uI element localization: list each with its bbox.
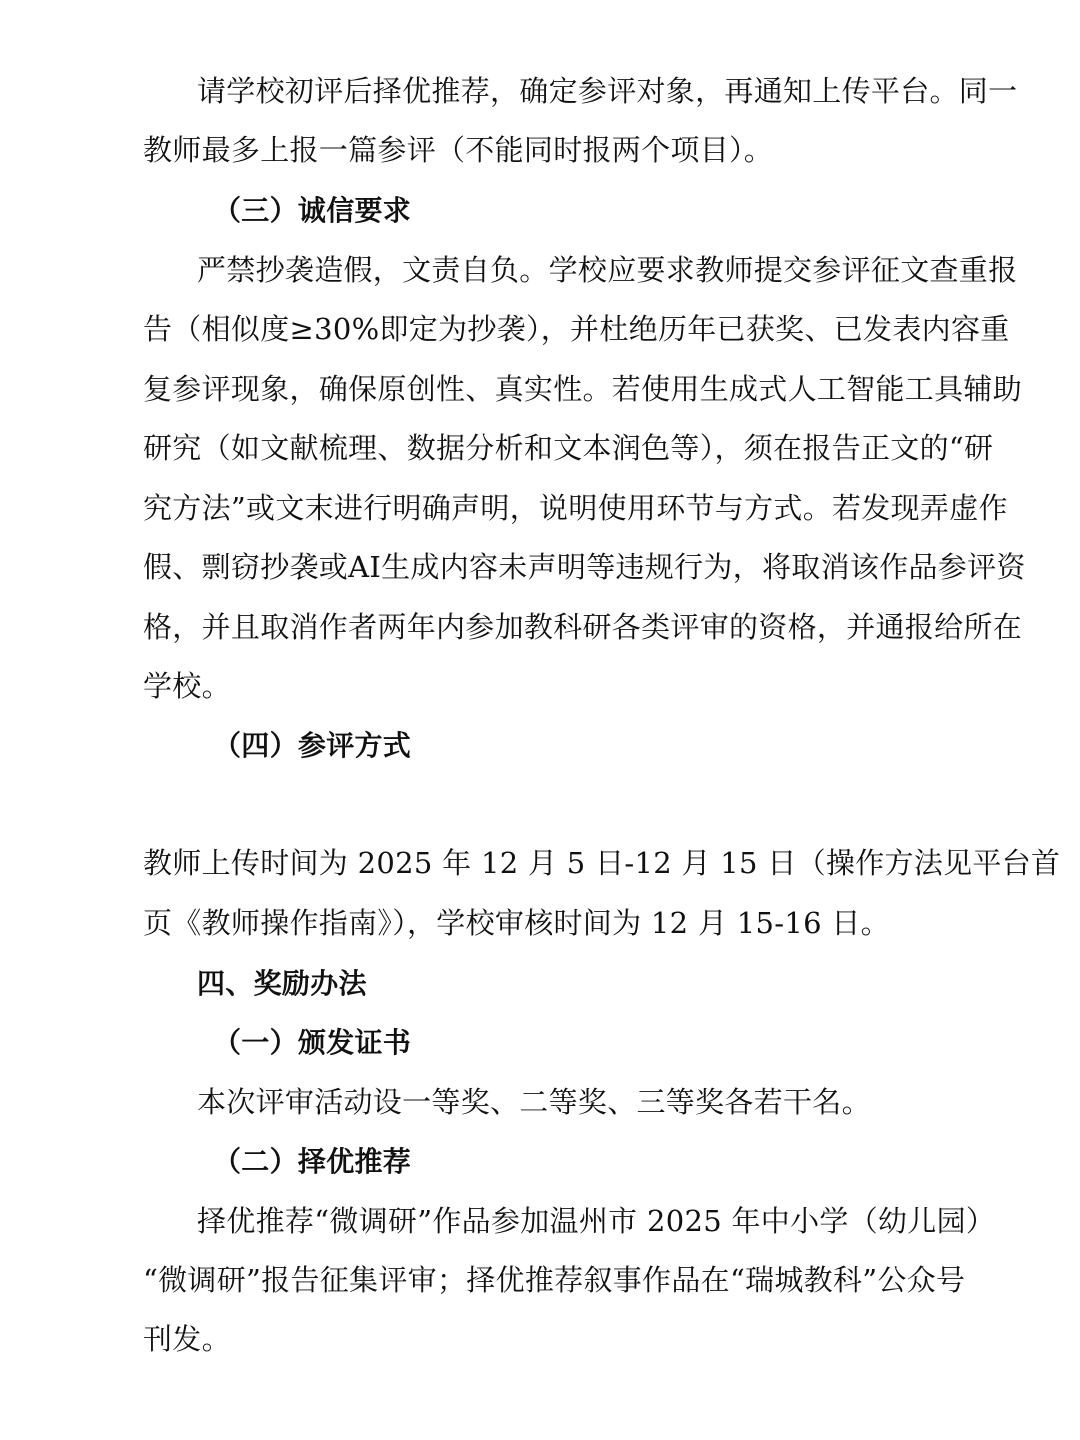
paragraph-line: 假、剽窃抄袭或AI生成内容未声明等违规行为，将取消该作品参评资 [143, 550, 1026, 584]
subheading-recommendation: （二）择优推荐 [213, 1145, 412, 1178]
paragraph-line: 研究（如文献梳理、数据分析和文本润色等），须在报告正文的“研 [143, 431, 994, 465]
paragraph-line: 教师上传时间为 2025 年 12 月 5 日-12 月 15 日（操作方法见平台首 [143, 846, 1061, 880]
paragraph-line: 刊发。 [143, 1322, 231, 1356]
section-heading-rewards: 四、奖励办法 [197, 967, 367, 1000]
subheading-review-method: （四）参评方式 [213, 729, 412, 762]
subheading-certificates: （一）颁发证书 [213, 1026, 412, 1059]
paragraph-line: 本次评审活动设一等奖、二等奖、三等奖各若干名。 [197, 1085, 871, 1119]
paragraph-line: 学校。 [143, 669, 231, 703]
subheading-integrity: （三）诚信要求 [213, 194, 412, 227]
paragraph-line: 择优推荐“微调研”作品参加温州市 2025 年中小学（幼儿园） [197, 1204, 996, 1238]
paragraph-line: 格，并且取消作者两年内参加教科研各类评审的资格，并通报给所在 [143, 610, 1023, 644]
paragraph-line: 页《教师操作指南》），学校审核时间为 12 月 15-16 日。 [143, 906, 890, 940]
paragraph-line: 教师最多上报一篇参评（不能同时报两个项目）。 [143, 133, 774, 167]
paragraph-line: 告（相似度≥30%即定为抄袭），并杜绝历年已获奖、已发表内容重 [143, 312, 1010, 346]
paragraph-line: 究方法”或文末进行明确声明，说明使用环节与方式。若发现弄虚作 [143, 491, 1008, 525]
paragraph-line: 复参评现象，确保原创性、真实性。若使用生成式人工智能工具辅助 [143, 372, 1023, 406]
paragraph-line: 严禁抄袭造假，文责自负。学校应要求教师提交参评征文查重报 [197, 253, 1018, 287]
paragraph-line: “微调研”报告征集评审；择优推荐叙事作品在“瑞城教科”公众号 [143, 1263, 966, 1297]
paragraph-line: 请学校初评后择优推荐，确定参评对象，再通知上传平台。同一 [197, 74, 1018, 108]
